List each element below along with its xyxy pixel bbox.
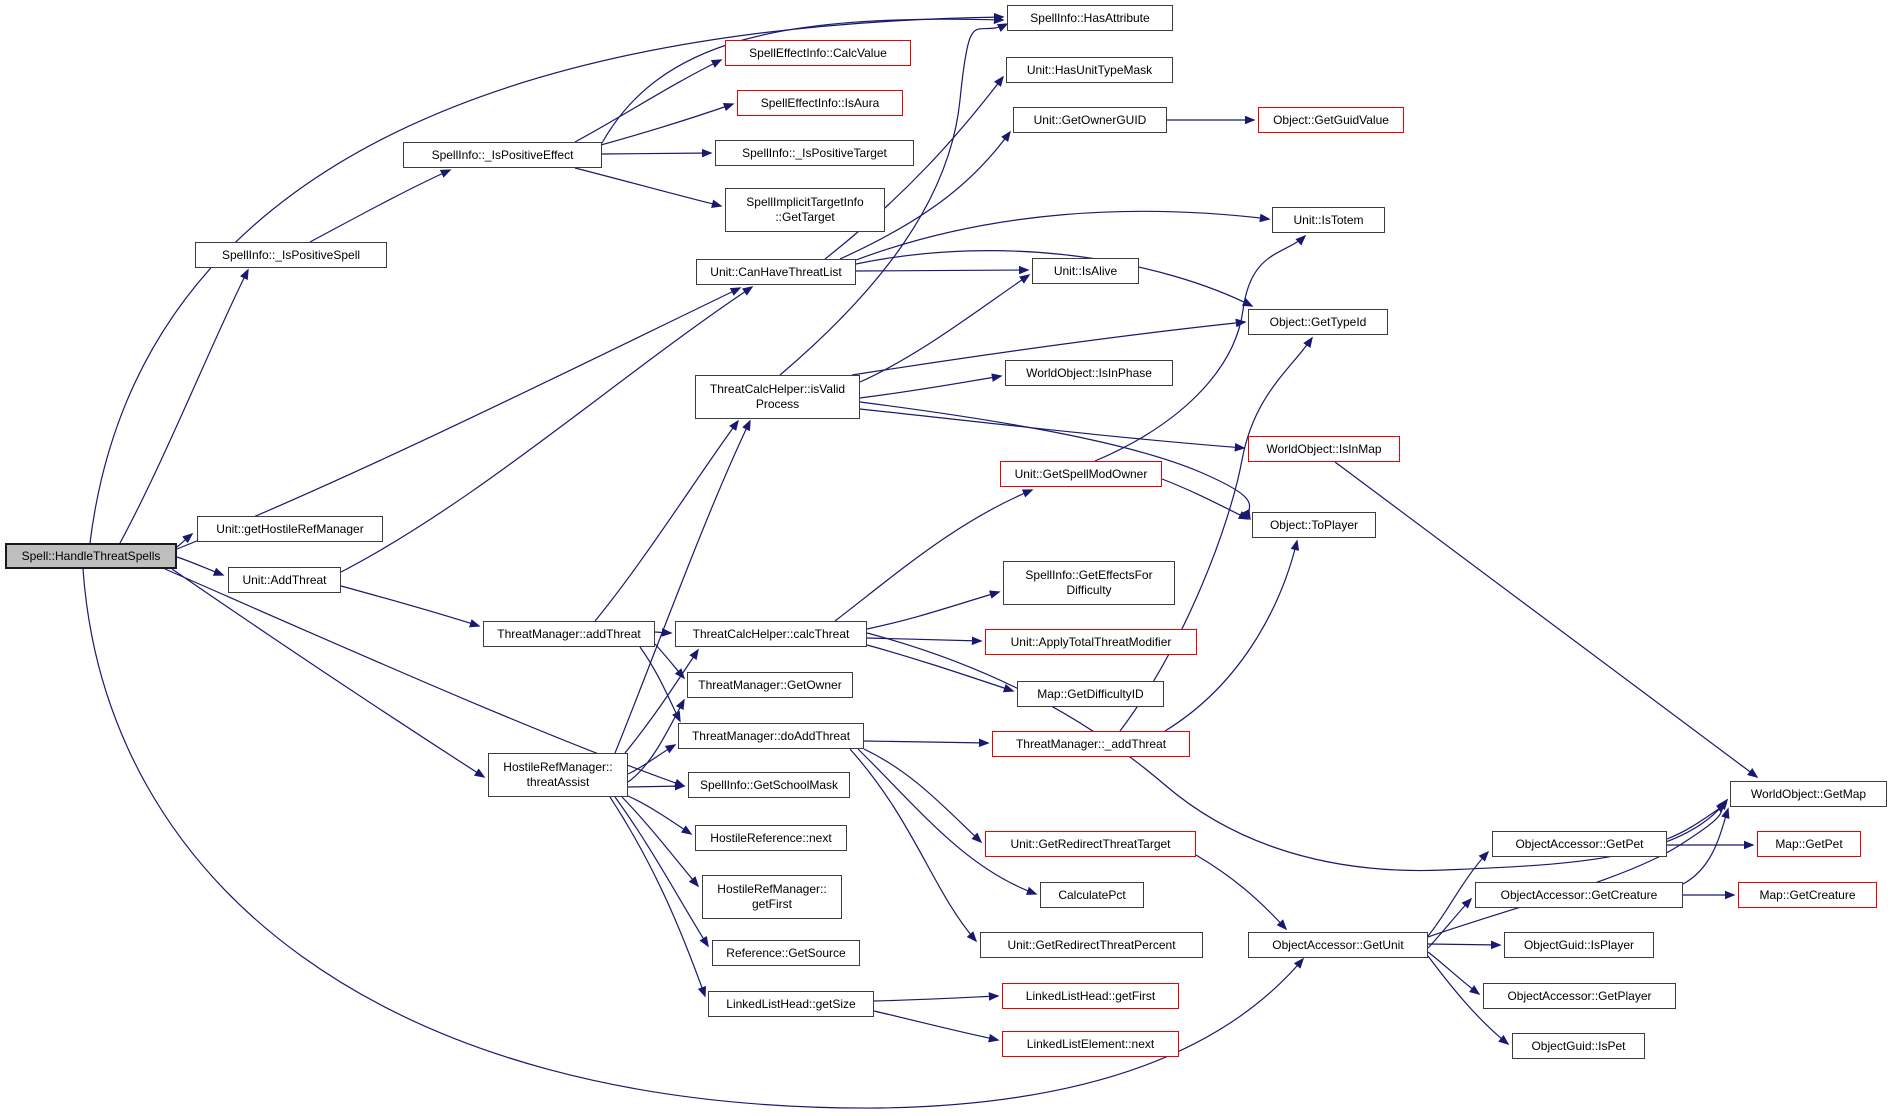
node-label: Map::GetDifficultyID xyxy=(1037,686,1144,701)
node-label: HostileReference::next xyxy=(710,830,832,845)
node-label: CalculatePct xyxy=(1058,887,1126,902)
edge-handle-threat-spells--to--threat-assist xyxy=(172,569,484,777)
node-label: ThreatManager::GetOwner xyxy=(698,677,842,692)
edge-threat-manager-add-threat--to--get-owner xyxy=(655,644,684,678)
node-label: WorldObject::IsInMap xyxy=(1266,441,1382,456)
node-label: ObjectGuid::IsPlayer xyxy=(1523,937,1635,952)
node-label: LinkedListElement::next xyxy=(1026,1036,1155,1051)
edge-threat-assist--to--do-add-threat xyxy=(628,745,675,774)
node-label: Process xyxy=(755,397,800,411)
node-label: Reference::GetSource xyxy=(726,945,846,960)
node-hrm-get-first[interactable] xyxy=(702,875,842,919)
node-get-owner-guid[interactable] xyxy=(1013,107,1167,133)
node-label: SpellEffectInfo::CalcValue xyxy=(749,45,887,60)
node-label: Map::GetCreature xyxy=(1759,887,1856,902)
node-is-positive-target[interactable] xyxy=(715,140,914,166)
edge-handle-threat-spells--to--can-have-threat-list xyxy=(177,288,740,549)
edge-can-have-threat-list--to--is-totem xyxy=(856,211,1269,260)
edge-get-redirect-threat-target--to--object-accessor-get-unit xyxy=(1196,855,1286,929)
edge-threat-assist--to--get-school-mask xyxy=(628,786,684,787)
edge-is-positive-effect--to--has-attribute xyxy=(602,19,1003,143)
node-label: Unit::getHostileRefManager xyxy=(216,521,364,536)
node-object-accessor-get-pet[interactable] xyxy=(1492,831,1667,857)
node-threat-assist[interactable] xyxy=(488,753,628,797)
node-label: HostileRefManager:: xyxy=(503,760,613,774)
node-label: Unit::IsAlive xyxy=(1053,263,1118,278)
node-label: Unit::GetSpellModOwner xyxy=(1014,466,1148,481)
node-object-guid-is-pet[interactable] xyxy=(1512,1033,1645,1059)
node-linked-list-get-size[interactable] xyxy=(708,991,874,1017)
node-label: SpellInfo::GetEffectsFor xyxy=(1025,568,1153,582)
edge-is-positive-effect--to--is-positive-target xyxy=(602,153,711,154)
edge-can-have-threat-list--to--is-alive xyxy=(856,270,1028,271)
node-get-redirect-threat-percent[interactable] xyxy=(980,932,1203,958)
node-get-school-mask[interactable] xyxy=(688,772,850,798)
node-has-attribute[interactable] xyxy=(1007,5,1173,31)
node-label: LinkedListHead::getFirst xyxy=(1025,988,1156,1003)
node-get-spell-mod-owner[interactable] xyxy=(1000,461,1162,487)
edge-threat-assist--to--reference-get-source xyxy=(615,797,708,946)
node-label: SpellInfo::_IsPositiveEffect xyxy=(431,147,574,162)
node-label: Spell::HandleThreatSpells xyxy=(21,548,161,563)
edge-linked-list-get-size--to--linked-list-element-next xyxy=(874,1011,998,1040)
node-is-totem[interactable] xyxy=(1272,207,1385,233)
node-is-in-map[interactable] xyxy=(1248,436,1400,462)
node-label: SpellInfo::_IsPositiveSpell xyxy=(221,247,361,262)
node-calc-value[interactable] xyxy=(725,40,911,66)
node-label: SpellInfo::GetSchoolMask xyxy=(699,777,839,792)
edge-object-accessor-get-unit--to--object-guid-is-player xyxy=(1428,944,1500,945)
node-label: ::GetTarget xyxy=(775,210,835,224)
edge-get-spell-mod-owner--to--to-player xyxy=(1162,479,1248,519)
node-label: ThreatManager::addThreat xyxy=(497,626,641,641)
node-label: WorldObject::GetMap xyxy=(1750,786,1867,801)
edge-unit-add-threat--to--can-have-threat-list xyxy=(341,287,752,572)
edge-is-positive-effect--to--get-target xyxy=(575,168,721,206)
node-get-hostile-ref-manager[interactable] xyxy=(197,516,383,542)
node-get-guid-value[interactable] xyxy=(1258,107,1404,133)
node-label: getFirst xyxy=(751,897,792,911)
edge-do-add-threat--to--get-redirect-threat-percent xyxy=(850,749,976,941)
node-threat-manager-add-threat[interactable] xyxy=(483,621,655,647)
node-label: ObjectAccessor::GetPlayer xyxy=(1507,988,1652,1003)
edge-is-valid-process--to--is-in-map xyxy=(860,409,1244,448)
node-object-accessor-get-player[interactable] xyxy=(1483,983,1676,1009)
node-label: LinkedListHead::getSize xyxy=(726,996,856,1011)
edge-threat-assist--to--hrm-get-first xyxy=(622,797,698,886)
edge-calc-threat--to--apply-total-threat-modifier xyxy=(867,638,981,641)
node-is-positive-effect[interactable] xyxy=(403,142,602,168)
node-object-guid-is-player[interactable] xyxy=(1504,932,1654,958)
node-can-have-threat-list[interactable] xyxy=(696,259,856,285)
node-map-get-creature[interactable] xyxy=(1738,882,1877,908)
node-label: HostileRefManager:: xyxy=(717,882,827,896)
node-label: SpellInfo::_IsPositiveTarget xyxy=(742,145,887,160)
node-label: Unit::IsTotem xyxy=(1293,212,1364,227)
node-label: Difficulty xyxy=(1066,583,1112,597)
node-label: Unit::GetOwnerGUID xyxy=(1033,112,1147,127)
node-label: ThreatManager::doAddThreat xyxy=(691,728,851,743)
node-label: ThreatManager::_addThreat xyxy=(1015,736,1167,751)
edge-threat-manager-add-threat--to--do-add-threat xyxy=(640,647,680,721)
node-calculate-pct[interactable] xyxy=(1040,882,1144,908)
node-get-owner[interactable] xyxy=(687,672,853,698)
node-label: Unit::AddThreat xyxy=(242,572,327,587)
node-label: ThreatCalcHelper::calcThreat xyxy=(692,626,850,641)
edge-handle-threat-spells--to--get-hostile-ref-manager xyxy=(177,534,192,547)
node-label: ObjectGuid::IsPet xyxy=(1531,1038,1626,1053)
node-get-type-id[interactable] xyxy=(1248,309,1388,335)
edge-calc-threat--to--get-effects-for-difficulty xyxy=(867,592,999,629)
node-object-accessor-get-creature[interactable] xyxy=(1475,882,1683,908)
node-to-player[interactable] xyxy=(1252,512,1376,538)
node-label: Unit::HasUnitTypeMask xyxy=(1026,62,1153,77)
node-label: Unit::ApplyTotalThreatModifier xyxy=(1010,634,1172,649)
node-label: ObjectAccessor::GetPet xyxy=(1515,836,1644,851)
node-label: Unit::CanHaveThreatList xyxy=(710,264,842,279)
node-has-unit-type-mask[interactable] xyxy=(1006,57,1173,83)
node-object-accessor-get-unit[interactable] xyxy=(1248,932,1428,958)
edge-do-add-threat--to--calculate-pct xyxy=(858,749,1036,894)
node-get-effects-for-difficulty[interactable] xyxy=(1003,561,1175,605)
node-label: Object::GetGuidValue xyxy=(1273,112,1389,127)
node-underscore-add-threat[interactable] xyxy=(992,731,1190,757)
node-label: Object::GetTypeId xyxy=(1269,314,1367,329)
edge-linked-list-get-size--to--linked-list-get-first xyxy=(874,996,998,1001)
node-get-redirect-threat-target[interactable] xyxy=(985,831,1196,857)
edge-handle-threat-spells--to--unit-add-threat xyxy=(177,557,223,575)
edge-is-positive-effect--to--calc-value xyxy=(575,60,721,142)
edge-do-add-threat--to--get-redirect-threat-target xyxy=(864,749,981,842)
node-is-positive-spell[interactable] xyxy=(195,242,387,268)
node-label: threatAssist xyxy=(526,775,590,789)
node-label: WorldObject::IsInPhase xyxy=(1026,365,1152,380)
node-is-alive[interactable] xyxy=(1032,258,1139,284)
node-label: Unit::GetRedirectThreatTarget xyxy=(1010,836,1171,851)
node-unit-add-threat[interactable] xyxy=(228,567,341,593)
edge-handle-threat-spells--to--is-positive-spell xyxy=(120,270,248,543)
edge-unit-add-threat--to--threat-manager-add-threat xyxy=(341,586,479,626)
node-map-get-pet[interactable] xyxy=(1757,831,1861,857)
node-reference-get-source[interactable] xyxy=(712,940,860,966)
node-do-add-threat[interactable] xyxy=(678,723,864,749)
edge-is-valid-process--to--is-alive xyxy=(860,275,1029,382)
node-hostile-reference-next[interactable] xyxy=(695,825,847,851)
node-label: SpellEffectInfo::IsAura xyxy=(760,95,880,110)
edge-is-in-map--to--world-object-get-map xyxy=(1335,462,1757,777)
node-label: SpellImplicitTargetInfo xyxy=(746,195,864,209)
node-handle-threat-spells[interactable] xyxy=(5,543,177,569)
node-label: ObjectAccessor::GetUnit xyxy=(1272,937,1404,952)
node-calc-threat[interactable] xyxy=(675,621,867,647)
edge-is-positive-spell--to--is-positive-effect xyxy=(310,170,450,242)
node-label: Object::ToPlayer xyxy=(1269,517,1359,532)
node-world-object-get-map[interactable] xyxy=(1730,781,1887,807)
node-get-target[interactable] xyxy=(725,188,885,232)
edge-is-positive-effect--to--is-aura xyxy=(590,104,733,148)
edge-threat-assist--to--linked-list-get-size xyxy=(610,797,705,996)
node-apply-total-threat-modifier[interactable] xyxy=(985,629,1197,655)
edge-threat-manager-add-threat--to--calc-threat xyxy=(655,632,671,633)
node-label: Map::GetPet xyxy=(1775,836,1843,851)
node-is-in-phase[interactable] xyxy=(1005,360,1173,386)
edge-threat-manager-add-threat--to--is-valid-process xyxy=(595,421,738,621)
edge-threat-assist--to--hostile-reference-next xyxy=(628,796,691,834)
edge-is-valid-process--to--is-in-phase xyxy=(860,376,1001,398)
edge-do-add-threat--to--underscore-add-threat xyxy=(864,741,988,743)
node-label: Unit::GetRedirectThreatPercent xyxy=(1007,937,1176,952)
node-linked-list-get-first[interactable] xyxy=(1002,983,1179,1009)
node-label: ObjectAccessor::GetCreature xyxy=(1500,887,1658,902)
node-get-difficulty-id[interactable] xyxy=(1017,681,1164,707)
node-label: SpellInfo::HasAttribute xyxy=(1030,10,1150,25)
node-label: ThreatCalcHelper::isValid xyxy=(709,382,846,396)
node-is-valid-process[interactable] xyxy=(695,375,860,419)
node-linked-list-element-next[interactable] xyxy=(1002,1031,1179,1057)
node-is-aura[interactable] xyxy=(737,90,903,116)
